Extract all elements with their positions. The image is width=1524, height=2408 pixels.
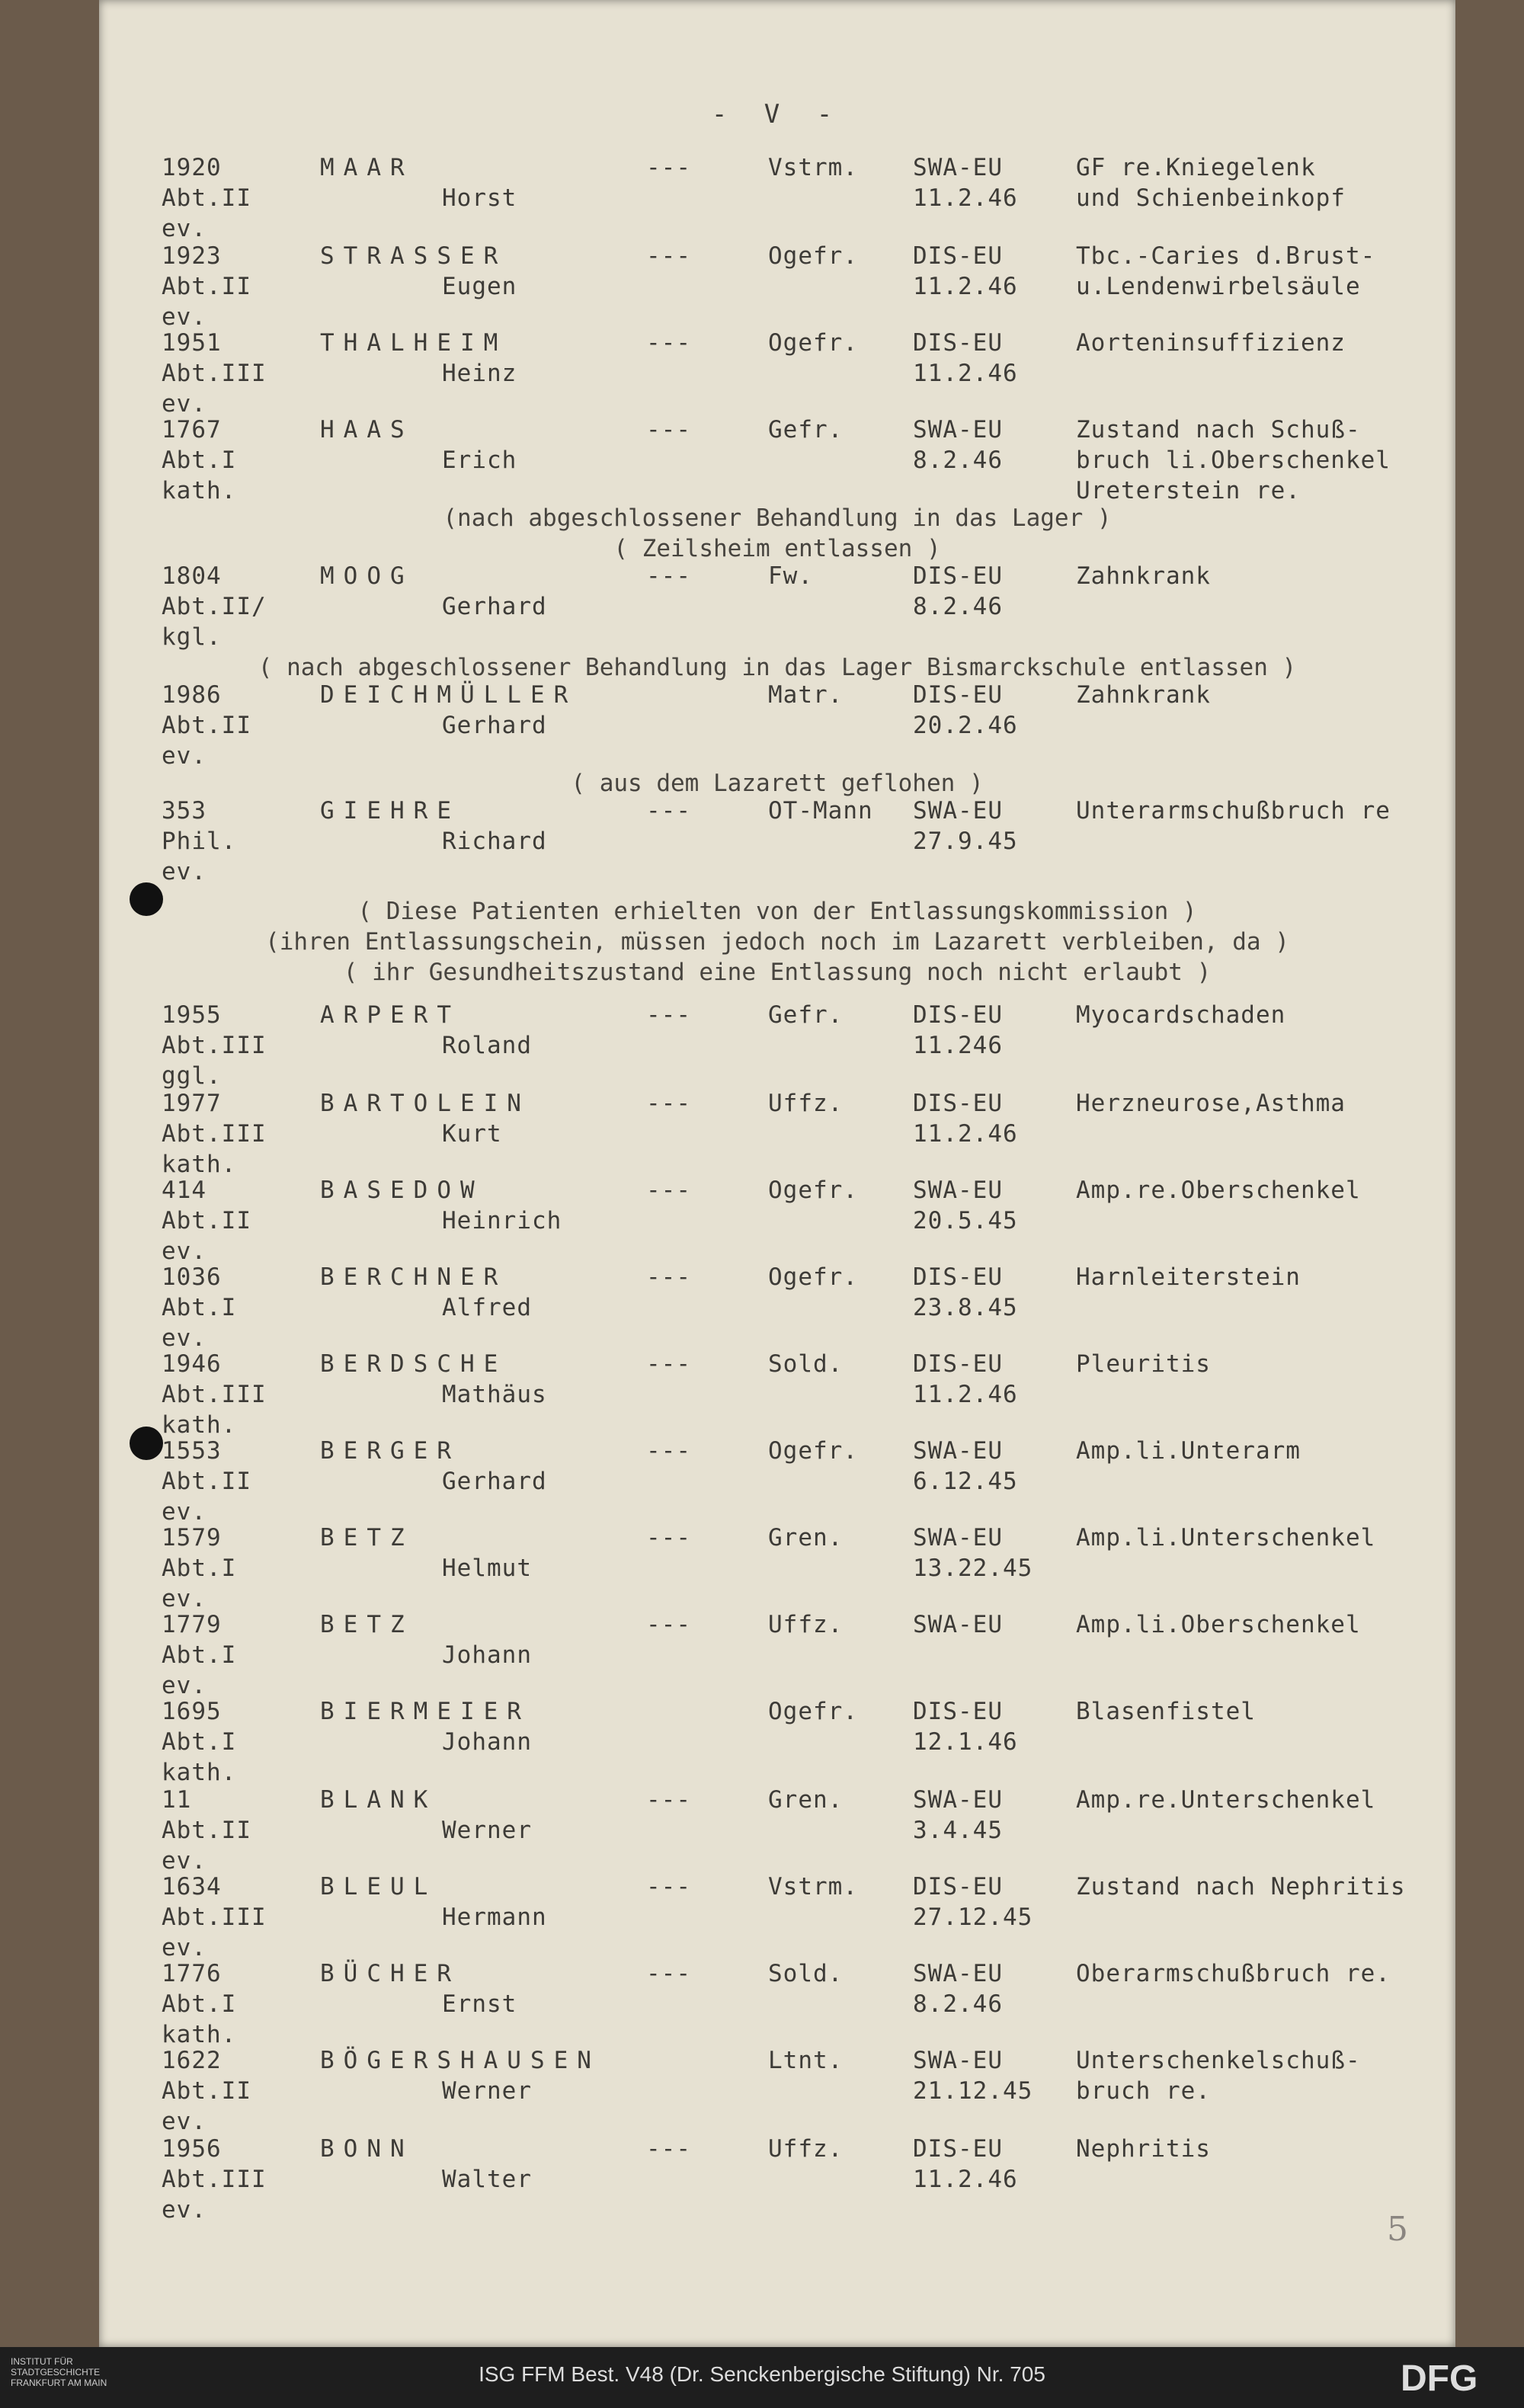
entry-number: 1767	[162, 416, 222, 443]
entry-date: 8.2.46	[913, 593, 1003, 620]
entry-date: 27.12.45	[913, 1904, 1033, 1931]
entry-status: DIS-EU	[913, 1350, 1003, 1378]
entry-surname: GIEHRE	[320, 797, 460, 825]
entry-firstname: Gerhard	[442, 712, 547, 739]
entry-surname: THALHEIM	[320, 329, 507, 357]
entry-department: Abt.I	[162, 447, 237, 474]
entry-rank: Uffz.	[768, 2135, 844, 2163]
entry-dash: ---	[646, 154, 691, 181]
entry-firstname: Erich	[442, 447, 517, 474]
entry-firstname: Hermann	[442, 1904, 547, 1931]
note-line: ( Zeilsheim entlassen )	[613, 535, 941, 562]
entry-surname: BERDSCHE	[320, 1350, 507, 1378]
entry-status: SWA-EU	[913, 154, 1003, 181]
entry-rank: Sold.	[768, 1350, 844, 1378]
entry-surname: BONN	[320, 2135, 414, 2163]
entry-surname: BETZ	[320, 1611, 414, 1638]
entry-firstname: Gerhard	[442, 593, 547, 620]
entry-firstname: Kurt	[442, 1120, 502, 1148]
entry-diagnosis: Amp.li.Unterarm	[1076, 1437, 1301, 1465]
entry-diagnosis: Zustand nach Nephritis	[1076, 1873, 1406, 1900]
entry-date: 8.2.46	[913, 1990, 1003, 2018]
entry-dash: ---	[646, 1611, 691, 1638]
entry-firstname: Alfred	[442, 1294, 532, 1321]
entry-diagnosis: Tbc.-Caries d.Brust-	[1076, 242, 1376, 270]
entry-rank: Sold.	[768, 1960, 844, 1987]
entry-diagnosis: Zustand nach Schuß-	[1076, 416, 1361, 443]
entry-dash: ---	[646, 1873, 691, 1900]
entry-diagnosis: Nephritis	[1076, 2135, 1211, 2163]
entry-confession: ev.	[162, 2108, 207, 2135]
entry-number: 1036	[162, 1263, 222, 1291]
entry-surname: BLANK	[320, 1786, 437, 1814]
entry-surname: BETZ	[320, 1524, 414, 1551]
entry-rank: Ltnt.	[768, 2047, 844, 2074]
entry-number: 1951	[162, 329, 222, 357]
entry-firstname: Richard	[442, 828, 547, 855]
entry-date: 11.2.46	[913, 2166, 1018, 2193]
entry-status: SWA-EU	[913, 1177, 1003, 1204]
entry-number: 1920	[162, 154, 222, 181]
entry-firstname: Walter	[442, 2166, 532, 2193]
entry-diagnosis: Amp.li.Unterschenkel	[1076, 1524, 1376, 1551]
entry-department: Abt.III	[162, 1120, 267, 1148]
entry-department: Phil.	[162, 828, 237, 855]
entry-department: Abt.II	[162, 712, 251, 739]
entry-confession: ev.	[162, 1238, 207, 1265]
entry-date: 3.4.45	[913, 1817, 1003, 1844]
entry-diagnosis: Myocardschaden	[1076, 1001, 1286, 1029]
entry-firstname: Helmut	[442, 1555, 532, 1582]
entry-diagnosis: Herzneurose,Asthma	[1076, 1090, 1346, 1117]
entry-status: DIS-EU	[913, 562, 1003, 590]
entry-firstname: Eugen	[442, 273, 517, 300]
entry-confession: kath.	[162, 1151, 237, 1178]
entry-firstname: Ernst	[442, 1990, 517, 2018]
entry-surname: BÖGERSHAUSEN	[320, 2047, 600, 2074]
entry-firstname: Horst	[442, 184, 517, 212]
entry-dash: ---	[646, 562, 691, 590]
entry-status: SWA-EU	[913, 2047, 1003, 2074]
entry-status: SWA-EU	[913, 1437, 1003, 1465]
entry-surname: STRASSER	[320, 242, 507, 270]
entry-department: Abt.I	[162, 1728, 237, 1756]
entry-date: 13.22.45	[913, 1555, 1033, 1582]
note-line: (ihren Entlassungschein, müssen jedoch noch im Lazarett verbleiben, da )	[265, 928, 1289, 956]
entry-rank: Gren.	[768, 1786, 844, 1814]
entry-status: DIS-EU	[913, 1001, 1003, 1029]
entry-date: 11.2.46	[913, 1120, 1018, 1148]
entry-firstname: Roland	[442, 1032, 532, 1059]
entry-rank: Matr.	[768, 681, 844, 709]
entry-rank: Ogefr.	[768, 329, 858, 357]
entry-status: DIS-EU	[913, 329, 1003, 357]
dfg-logo: DFG	[1401, 2358, 1478, 2399]
entry-department: Abt.III	[162, 1032, 267, 1059]
pencil-mark: 5	[1387, 2210, 1408, 2249]
entry-number: 11	[162, 1786, 192, 1814]
entry-firstname: Werner	[442, 2077, 532, 2105]
entry-status: SWA-EU	[913, 797, 1003, 825]
entry-confession: ev.	[162, 303, 207, 331]
entry-confession: ev.	[162, 1847, 207, 1875]
entry-number: 1579	[162, 1524, 222, 1551]
entry-diagnosis: u.Lendenwirbelsäule	[1076, 273, 1361, 300]
punch-hole	[130, 1427, 163, 1460]
entry-diagnosis: Amp.li.Oberschenkel	[1076, 1611, 1361, 1638]
entry-status: SWA-EU	[913, 416, 1003, 443]
note-line: ( nach abgeschlossener Behandlung in das Lager Bismarckschule entlassen )	[258, 654, 1297, 681]
entry-dash: ---	[646, 1001, 691, 1029]
entry-diagnosis: Pleuritis	[1076, 1350, 1211, 1378]
entry-department: Abt.II	[162, 1207, 251, 1234]
entry-confession: kgl.	[162, 623, 222, 651]
entry-rank: Vstrm.	[768, 154, 858, 181]
entry-date: 11.2.46	[913, 360, 1018, 387]
entry-number: 1622	[162, 2047, 222, 2074]
entry-number: 1776	[162, 1960, 222, 1987]
entry-date: 6.12.45	[913, 1468, 1018, 1495]
entry-status: SWA-EU	[913, 1611, 1003, 1638]
entry-department: Abt.II	[162, 273, 251, 300]
institute-logo: INSTITUT FÜR STADTGESCHICHTE FRANKFURT AM MAIN	[11, 2356, 107, 2388]
entry-diagnosis: Unterarmschußbruch re	[1076, 797, 1391, 825]
entry-status: DIS-EU	[913, 242, 1003, 270]
entry-diagnosis: Ureterstein re.	[1076, 477, 1301, 504]
entry-dash: ---	[646, 1177, 691, 1204]
entry-diagnosis: Aorteninsuffizienz	[1076, 329, 1346, 357]
entry-date: 12.1.46	[913, 1728, 1018, 1756]
entry-date: 11.246	[913, 1032, 1003, 1059]
entry-confession: ev.	[162, 1585, 207, 1612]
entry-date: 21.12.45	[913, 2077, 1033, 2105]
entry-number: 1977	[162, 1090, 222, 1117]
entry-date: 11.2.46	[913, 184, 1018, 212]
entry-department: Abt.I	[162, 1555, 237, 1582]
entry-number: 1986	[162, 681, 222, 709]
entry-confession: ev.	[162, 1934, 207, 1961]
entry-confession: kath.	[162, 1411, 237, 1439]
entry-date: 27.9.45	[913, 828, 1018, 855]
entry-status: SWA-EU	[913, 1960, 1003, 1987]
entry-dash: ---	[646, 1960, 691, 1987]
archive-footer	[0, 2347, 1524, 2408]
entry-confession: ev.	[162, 2196, 207, 2224]
entry-department: Abt.III	[162, 1381, 267, 1408]
entry-confession: ev.	[162, 215, 207, 242]
entry-department: Abt.II	[162, 184, 251, 212]
entry-date: 11.2.46	[913, 1381, 1018, 1408]
entry-surname: BERCHNER	[320, 1263, 507, 1291]
entry-rank: Vstrm.	[768, 1873, 858, 1900]
entry-confession: ev.	[162, 1672, 207, 1699]
entry-firstname: Heinz	[442, 360, 517, 387]
entry-dash: ---	[646, 242, 691, 270]
entry-department: Abt.II/	[162, 593, 267, 620]
entry-number: 414	[162, 1177, 207, 1204]
entry-status: DIS-EU	[913, 1263, 1003, 1291]
note-line: (nach abgeschlossener Behandlung in das Lager )	[443, 504, 1112, 532]
entry-dash: ---	[646, 2135, 691, 2163]
entry-firstname: Werner	[442, 1817, 532, 1844]
entry-status: DIS-EU	[913, 681, 1003, 709]
entry-number: 1923	[162, 242, 222, 270]
entry-status: SWA-EU	[913, 1786, 1003, 1814]
entry-confession: ggl.	[162, 1062, 222, 1090]
note-line: ( ihr Gesundheitszustand eine Entlassung noch nicht erlaubt )	[343, 959, 1212, 986]
entry-department: Abt.III	[162, 2166, 267, 2193]
entry-department: Abt.II	[162, 2077, 251, 2105]
entry-diagnosis: Blasenfistel	[1076, 1698, 1256, 1725]
entry-dash: ---	[646, 1437, 691, 1465]
entry-dash: ---	[646, 1350, 691, 1378]
entry-department: Abt.II	[162, 1817, 251, 1844]
entry-rank: Ogefr.	[768, 1177, 858, 1204]
entry-rank: OT-Mann	[768, 797, 873, 825]
entry-diagnosis: Amp.re.Oberschenkel	[1076, 1177, 1361, 1204]
entry-department: Abt.I	[162, 1641, 237, 1669]
entry-diagnosis: Zahnkrank	[1076, 681, 1211, 709]
entry-confession: ev.	[162, 390, 207, 418]
entry-date: 20.2.46	[913, 712, 1018, 739]
entry-number: 1634	[162, 1873, 222, 1900]
entry-date: 20.5.45	[913, 1207, 1018, 1234]
entry-status: DIS-EU	[913, 2135, 1003, 2163]
entry-surname: BÜCHER	[320, 1960, 460, 1987]
entry-surname: BARTOLEIN	[320, 1090, 530, 1117]
entry-status: DIS-EU	[913, 1698, 1003, 1725]
entry-surname: BASEDOW	[320, 1177, 484, 1204]
entry-diagnosis: und Schienbeinkopf	[1076, 184, 1346, 212]
entry-firstname: Mathäus	[442, 1381, 547, 1408]
entry-surname: HAAS	[320, 416, 414, 443]
entry-rank: Gefr.	[768, 1001, 844, 1029]
entry-department: Abt.III	[162, 360, 267, 387]
entry-rank: Gefr.	[768, 416, 844, 443]
entry-surname: ARPERT	[320, 1001, 460, 1029]
entry-status: DIS-EU	[913, 1873, 1003, 1900]
entry-firstname: Johann	[442, 1641, 532, 1669]
entry-number: 1955	[162, 1001, 222, 1029]
document-page	[99, 0, 1455, 2347]
note-line: ( Diese Patienten erhielten von der Entlassungskommission )	[357, 898, 1197, 925]
entry-number: 353	[162, 797, 207, 825]
entry-rank: Uffz.	[768, 1090, 844, 1117]
entry-firstname: Johann	[442, 1728, 532, 1756]
entry-dash: ---	[646, 797, 691, 825]
entry-rank: Ogefr.	[768, 1698, 858, 1725]
entry-confession: ev.	[162, 742, 207, 770]
page-number: - V -	[711, 99, 844, 130]
entry-confession: kath.	[162, 477, 237, 504]
entry-firstname: Gerhard	[442, 1468, 547, 1495]
entry-surname: BIERMEIER	[320, 1698, 530, 1725]
entry-diagnosis: Oberarmschußbruch re.	[1076, 1960, 1391, 1987]
entry-number: 1956	[162, 2135, 222, 2163]
entry-confession: kath.	[162, 2021, 237, 2048]
entry-number: 1553	[162, 1437, 222, 1465]
entry-date: 23.8.45	[913, 1294, 1018, 1321]
entry-diagnosis: Unterschenkelschuß-	[1076, 2047, 1361, 2074]
entry-rank: Fw.	[768, 562, 813, 590]
entry-surname: MOOG	[320, 562, 414, 590]
entry-rank: Ogefr.	[768, 1437, 858, 1465]
entry-rank: Ogefr.	[768, 242, 858, 270]
entry-number: 1695	[162, 1698, 222, 1725]
entry-status: DIS-EU	[913, 1090, 1003, 1117]
entry-rank: Ogefr.	[768, 1263, 858, 1291]
entry-dash: ---	[646, 1090, 691, 1117]
archive-caption: ISG FFM Best. V48 (Dr. Senckenbergische Stiftung) Nr. 705	[479, 2362, 1045, 2386]
entry-rank: Uffz.	[768, 1611, 844, 1638]
note-line: ( aus dem Lazarett geflohen )	[571, 770, 984, 797]
entry-confession: kath.	[162, 1759, 237, 1786]
entry-number: 1804	[162, 562, 222, 590]
entry-number: 1946	[162, 1350, 222, 1378]
entry-dash: ---	[646, 1786, 691, 1814]
entry-surname: BERGER	[320, 1437, 460, 1465]
entry-dash: ---	[646, 416, 691, 443]
entry-diagnosis: Zahnkrank	[1076, 562, 1211, 590]
entry-date: 8.2.46	[913, 447, 1003, 474]
entry-surname: MAAR	[320, 154, 414, 181]
entry-status: SWA-EU	[913, 1524, 1003, 1551]
entry-dash: ---	[646, 1524, 691, 1551]
entry-diagnosis: bruch re.	[1076, 2077, 1211, 2105]
entry-confession: ev.	[162, 1498, 207, 1526]
entry-surname: DEICHMÜLLER	[320, 681, 578, 709]
entry-number: 1779	[162, 1611, 222, 1638]
entry-department: Abt.I	[162, 1294, 237, 1321]
entry-department: Abt.III	[162, 1904, 267, 1931]
entry-surname: BLEUL	[320, 1873, 437, 1900]
entry-diagnosis: GF re.Kniegelenk	[1076, 154, 1316, 181]
entry-firstname: Heinrich	[442, 1207, 562, 1234]
entry-department: Abt.II	[162, 1468, 251, 1495]
entry-diagnosis: Amp.re.Unterschenkel	[1076, 1786, 1376, 1814]
entry-department: Abt.I	[162, 1990, 237, 2018]
entry-confession: ev.	[162, 858, 207, 885]
entry-confession: ev.	[162, 1324, 207, 1352]
entry-dash: ---	[646, 1263, 691, 1291]
entry-rank: Gren.	[768, 1524, 844, 1551]
entry-date: 11.2.46	[913, 273, 1018, 300]
entry-diagnosis: Harnleiterstein	[1076, 1263, 1301, 1291]
entry-diagnosis: bruch li.Oberschenkel	[1076, 447, 1391, 474]
entry-dash: ---	[646, 329, 691, 357]
